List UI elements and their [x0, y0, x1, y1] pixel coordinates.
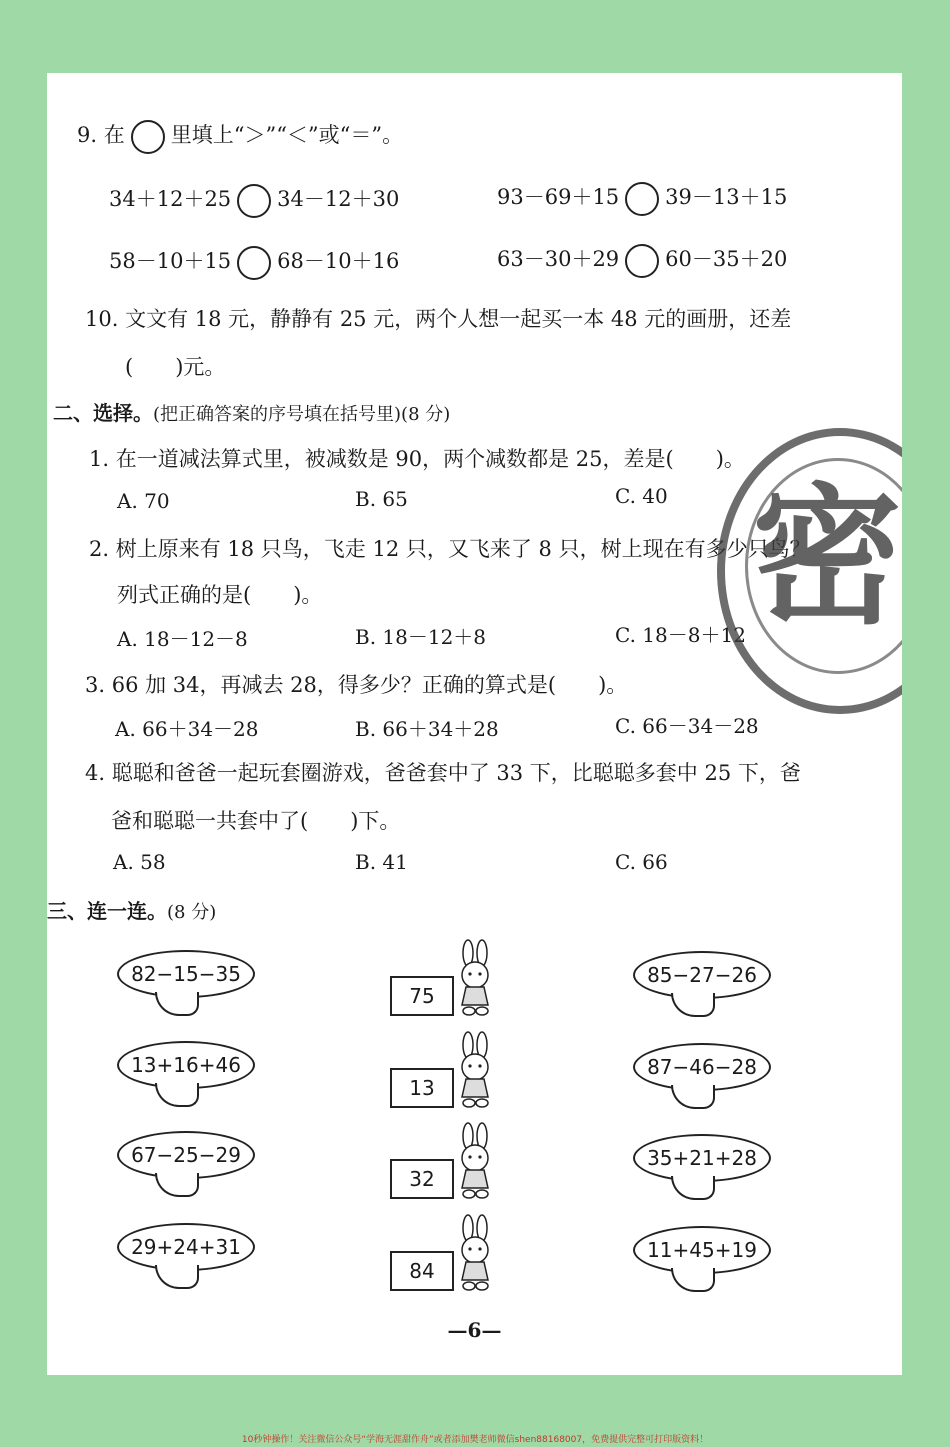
s2-q4-text-1: 4. 聪聪和爸爸一起玩套圈游戏，爸爸套中了 33 下，比聪聪多套中 25 下，爸 — [85, 761, 801, 785]
expression: 63－30＋29 — [497, 247, 620, 271]
mushroom-stem — [155, 1083, 199, 1107]
expression: 58－10＋15 — [109, 249, 232, 273]
mushroom-cap: 29+24+31 — [117, 1223, 255, 1271]
left-mushroom[interactable] — [117, 1223, 257, 1301]
right-mushroom[interactable] — [633, 1134, 773, 1212]
q10-line2: ( )元。 — [125, 355, 226, 379]
s2-q3-text: 3. 66 加 34，再减去 28，得多少？正确的算式是( )。 — [85, 673, 628, 697]
left-mushroom[interactable] — [117, 1041, 257, 1119]
s2-q4-option-a[interactable]: A. 58 — [113, 850, 166, 874]
expression: 60－35＋20 — [665, 247, 788, 271]
mushroom-stem — [155, 1173, 199, 1197]
expression: 93－69＋15 — [497, 185, 620, 209]
mushroom-stem — [671, 993, 715, 1017]
s2-q2-text-1: 2. 树上原来有 18 只鸟，飞走 12 只，又飞来了 8 只，树上现在有多少只鸟？ — [89, 537, 811, 561]
mushroom-cap: 11+45+19 — [633, 1226, 771, 1274]
bunny-icon — [452, 1031, 500, 1111]
answer-circle — [131, 120, 165, 154]
number-box[interactable]: 75 — [390, 976, 454, 1016]
mushroom-stem — [671, 1268, 715, 1292]
mushroom-cap: 85−27−26 — [633, 951, 771, 999]
mushroom-stem — [155, 1265, 199, 1289]
expression: 34－12＋30 — [277, 187, 400, 211]
s2-q1-option-a[interactable]: A. 70 — [117, 489, 170, 513]
section2-note: (把正确答案的序号填在括号里)(8 分) — [153, 404, 451, 425]
mushroom-stem — [155, 992, 199, 1016]
s2-q1-option-b[interactable]: B. 65 — [355, 487, 408, 511]
s2-q1-option-c[interactable]: C. 40 — [615, 484, 668, 508]
worksheet-page — [47, 73, 902, 1375]
section3-title: 三、连一连。 — [47, 899, 167, 923]
s2-q4-option-b[interactable]: B. 41 — [355, 850, 408, 874]
right-mushroom[interactable] — [633, 951, 773, 1029]
q9-title — [77, 119, 403, 154]
number-box[interactable]: 84 — [390, 1251, 454, 1291]
s2-q2-text-2: 列式正确的是( )。 — [117, 583, 323, 607]
page-number: —6— — [447, 1318, 502, 1342]
s2-q2-option-b[interactable]: B. 18－12＋8 — [355, 625, 487, 649]
s2-q3-option-c[interactable]: C. 66－34－28 — [615, 714, 759, 738]
footer-notice: 10秒钟操作！关注微信公众号“学海无涯甜作舟”或者添加樊老师微信shen88168007，免费提供完整可打印版资料！ — [241, 1435, 709, 1445]
mushroom-cap: 87−46−28 — [633, 1043, 771, 1091]
s2-q4-option-c[interactable]: C. 66 — [615, 850, 668, 874]
s2-q3-option-b[interactable]: B. 66＋34＋28 — [355, 717, 499, 741]
s2-q2-option-c[interactable]: C. 18－8＋12 — [615, 623, 746, 647]
s2-q1-text: 1. 在一道减法算式里，被减数是 90，两个减数都是 25，差是( )。 — [89, 447, 745, 471]
left-mushroom[interactable] — [117, 1131, 257, 1209]
q9-row1-right — [497, 181, 787, 216]
s2-q3-option-a[interactable]: A. 66＋34－28 — [115, 717, 259, 741]
number-box[interactable]: 32 — [390, 1159, 454, 1199]
q9-title-prefix: 9. 在 — [77, 123, 125, 147]
expression: 34＋12＋25 — [109, 187, 232, 211]
q9-row2-right — [497, 243, 787, 278]
bunny-icon — [452, 1122, 500, 1202]
bunny-icon — [452, 939, 500, 1019]
compare-circle[interactable] — [237, 184, 271, 218]
expression: 39－13＋15 — [665, 185, 788, 209]
expression: 68－10＋16 — [277, 249, 400, 273]
q9-row1-left — [109, 183, 399, 218]
mushroom-cap: 82−15−35 — [117, 950, 255, 998]
right-mushroom[interactable] — [633, 1226, 773, 1304]
s2-q2-option-a[interactable]: A. 18－12－8 — [117, 627, 248, 651]
q10-line1: 10. 文文有 18 元，静静有 25 元，两个人想一起买一本 48 元的画册，还差 — [85, 307, 792, 331]
section2-heading — [53, 397, 450, 426]
q9-row2-left — [109, 245, 399, 280]
secret-stamp-char: 密 — [752, 471, 902, 645]
section3-note: (8 分) — [167, 902, 217, 923]
s2-q4-text-2: 爸和聪聪一共套中了( )下。 — [111, 809, 401, 833]
right-mushroom[interactable] — [633, 1043, 773, 1121]
mushroom-cap: 67−25−29 — [117, 1131, 255, 1179]
mushroom-stem — [671, 1176, 715, 1200]
bunny-icon — [452, 1214, 500, 1294]
compare-circle[interactable] — [625, 182, 659, 216]
compare-circle[interactable] — [625, 244, 659, 278]
mushroom-cap: 13+16+46 — [117, 1041, 255, 1089]
section2-title: 二、选择。 — [53, 401, 153, 425]
number-box[interactable]: 13 — [390, 1068, 454, 1108]
compare-circle[interactable] — [237, 246, 271, 280]
mushroom-stem — [671, 1085, 715, 1109]
left-mushroom[interactable] — [117, 950, 257, 1028]
mushroom-cap: 35+21+28 — [633, 1134, 771, 1182]
section3-heading — [47, 895, 216, 924]
q9-title-rest: 里填上“＞”“＜”或“＝”。 — [170, 123, 404, 147]
